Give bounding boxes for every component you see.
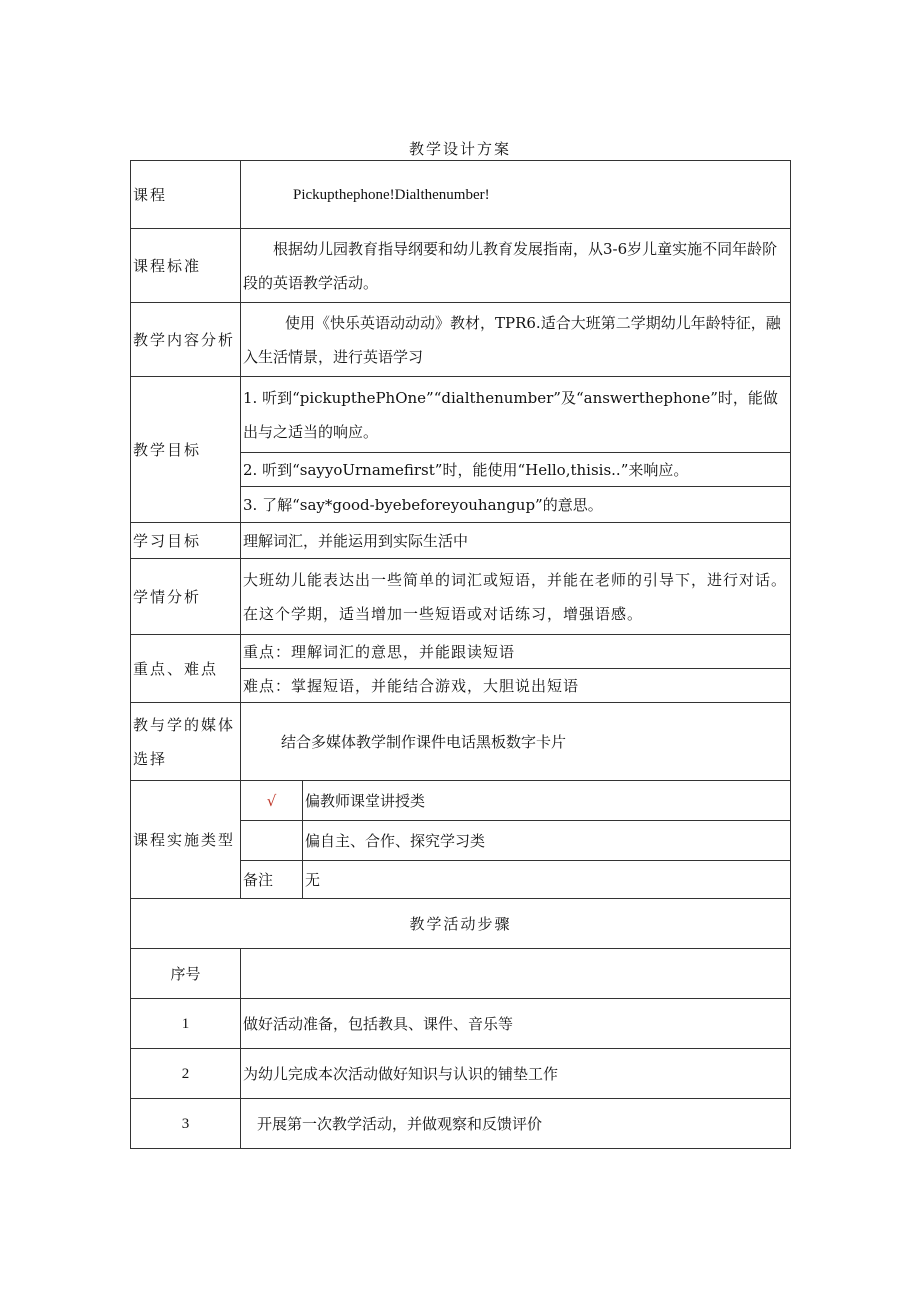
- row-steps-title: [131, 899, 791, 949]
- value-standard: 根据幼儿园教育指导纲要和幼儿教育发展指南，从3-6岁儿童实施不同年龄阶段的英语教学活动。: [241, 229, 791, 303]
- step-row: [131, 1099, 791, 1149]
- row-steps-header: [131, 949, 791, 999]
- steps-header-number: 序号: [131, 949, 241, 999]
- document-title: 教学设计方案: [408, 140, 511, 158]
- steps-header-blank: [241, 949, 791, 999]
- label-key-difficulty: 重点、难点: [131, 635, 241, 703]
- step-number: 2: [131, 1049, 241, 1099]
- row-media: [131, 703, 791, 781]
- course-title: Pickupthephone!Dialthenumber!: [241, 161, 791, 229]
- objective-item: 2. 听到“sayyoUrnamefirst”时，能使用“Hello,thisis..”来响应。: [241, 453, 791, 487]
- step-text: 开展第一次教学活动，并做观察和反馈评价: [241, 1099, 791, 1149]
- step-row: [131, 999, 791, 1049]
- value-note: 无: [303, 861, 791, 899]
- row-key-point: [131, 635, 791, 669]
- label-standard: 课程标准: [131, 229, 241, 303]
- value-key-point: 重点：理解词汇的意思，并能跟读短语: [241, 635, 791, 669]
- lesson-plan-table: [130, 160, 791, 1149]
- label-note: 备注: [241, 861, 303, 899]
- row-course: [131, 161, 791, 229]
- label-type: 课程实施类型: [131, 781, 241, 899]
- check-mark: √: [241, 781, 303, 821]
- label-content: 教学内容分析: [131, 303, 241, 377]
- value-content: 使用《快乐英语动动动》教材，TPR6.适合大班第二学期幼儿年龄特征，融入生活情景，进行英语学习: [241, 303, 791, 377]
- value-learning: 理解词汇，并能运用到实际生活中: [241, 523, 791, 559]
- type-option-inquiry: 偏自主、合作、探究学习类: [303, 821, 791, 861]
- step-text: 做好活动准备，包括教具、课件、音乐等: [241, 999, 791, 1049]
- step-row: [131, 1049, 791, 1099]
- label-learning: 学习目标: [131, 523, 241, 559]
- step-number: 3: [131, 1099, 241, 1149]
- steps-section-title: 教学活动步骤: [131, 899, 791, 949]
- row-content: [131, 303, 791, 377]
- type-option-teacher: 偏教师课堂讲授类: [303, 781, 791, 821]
- value-analysis: 大班幼儿能表达出一些简单的词汇或短语，并能在老师的引导下，进行对话。在这个学期，适当增加一些短语或对话练习，增强语感。: [241, 559, 791, 635]
- value-media: 结合多媒体教学制作课件电话黑板数字卡片: [241, 703, 791, 781]
- step-text: 为幼儿完成本次活动做好知识与认识的铺垫工作: [241, 1049, 791, 1099]
- label-media: 教与学的媒体选择: [131, 703, 241, 781]
- label-course: 课程: [131, 161, 241, 229]
- row-standard: [131, 229, 791, 303]
- objective-item: 1. 听到“pickupthePhOne”“dialthenumber”及“answerthephone”时，能做出与之适当的响应。: [241, 377, 791, 453]
- row-learning: [131, 523, 791, 559]
- row-type-option-1: [131, 781, 791, 821]
- check-mark-empty: [241, 821, 303, 861]
- objective-item: 3. 了解“say*good-byebeforeyouhangup”的意思。: [241, 487, 791, 523]
- label-analysis: 学情分析: [131, 559, 241, 635]
- step-number: 1: [131, 999, 241, 1049]
- row-objective-1: [131, 377, 791, 453]
- row-analysis: [131, 559, 791, 635]
- label-objectives: 教学目标: [131, 377, 241, 523]
- value-difficulty: 难点：掌握短语，并能结合游戏，大胆说出短语: [241, 669, 791, 703]
